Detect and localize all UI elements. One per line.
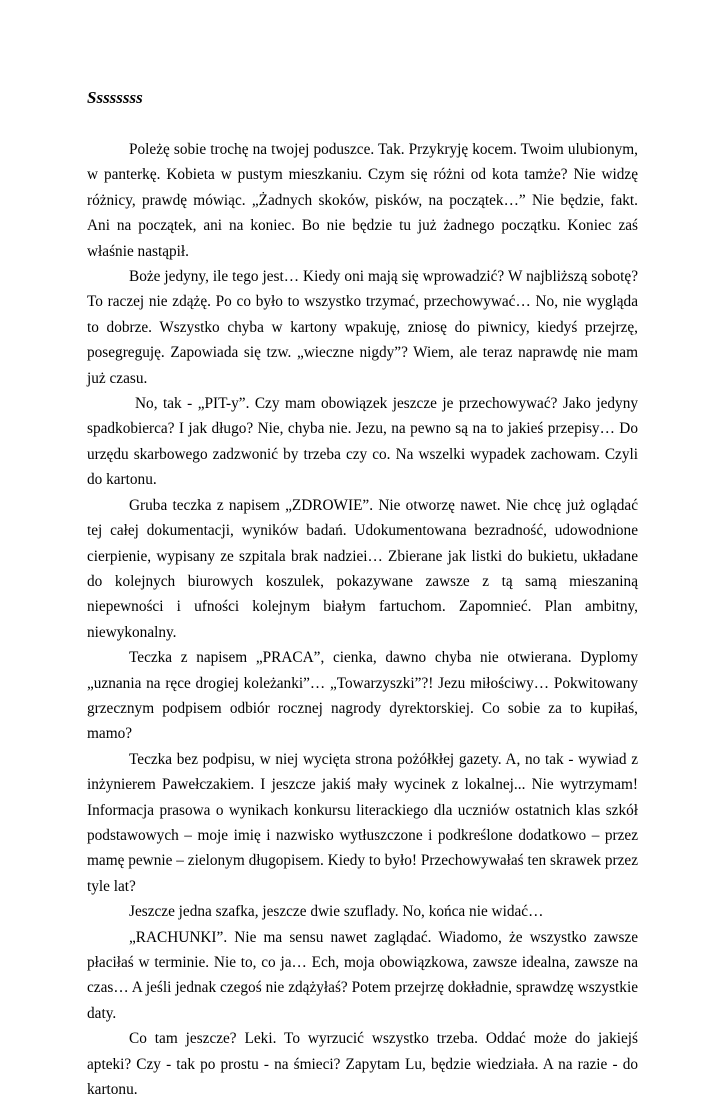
paragraph: Co tam jeszcze? Leki. To wyrzucić wszystko trzeba. Oddać może do jakiejś apteki? Czy - tak po prostu - na śmieci? Zapytam Lu, będzie wiedziała. A na razie - do kartonu. bbox=[87, 1030, 638, 1099]
paragraph: Poleżę sobie trochę na twojej poduszce. Tak. Przykryję kocem. Twoim ulubionym, w panterkę. Kobieta w pustym mieszkaniu. Czym się różni od kota tamże? Nie widzę różnicy, prawdę mówiąc. „Żadnych skoków, pisków, na początek…” Nie będzie, fakt. Ani na początek, ani na koniec. Bo nie będzie tu już żadnego początku. Koniec zaś właśnie nastąpił. bbox=[87, 141, 638, 260]
document-body bbox=[87, 137, 638, 1102]
paragraph: Jeszcze jedna szafka, jeszcze dwie szuflady. No, końca nie widać… bbox=[129, 903, 544, 921]
paragraph: „RACHUNKI”. Nie ma sensu nawet zaglądać. Wiadomo, że wszystko zawsze płaciłaś w terminie. Nie to, co ja… Ech, moja obowiązkowa, zawsze idealna, zawsze na czas… A jeśli jednak czegoś nie zdążyłaś? Potem przejrzę dokładnie, sprawdzę wszystkie daty. bbox=[87, 928, 638, 1022]
paragraph: Teczka bez podpisu, w niej wycięta strona pożółkłej gazety. A, no tak - wywiad z inżynierem Pawełczakiem. I jeszcze jakiś mały wycinek z lokalnej... Nie wytrzymam! Informacja prasowa o wynikach konkursu literackiego dla uczniów ostatnich klas szkół podstawowych – moje imię i nazwisko wytłuszczone i podkreślone dodatkowo – przez mamę pewnie – zielonym długopisem. Kiedy to było! Przechowywałaś ten skrawek przez tyle lat? bbox=[87, 750, 638, 895]
paragraph: Teczka z napisem „PRACA”, cienka, dawno chyba nie otwierana. Dyplomy „uznania na ręce drogiej koleżanki”… „Towarzyszki”?! Jezu miłościwy… Pokwitowany grzecznym podpisem odbiór rocznej nagrody dyrektorskiej. Co sobie za to kupiłaś, mamo? bbox=[87, 649, 638, 743]
paragraph: Gruba teczka z napisem „ZDROWIE”. Nie otworzę nawet. Nie chcę już oglądać tej całej dokumentacji, wyników badań. Udokumentowana bezradność, udowodnione cierpienie, wypisany ze szpitala brak nadziei… Zbierane jak listki do bukietu, układane do kolejnych biurowych koszulek, pokazywane zawsze z tą samą mieszaniną niepewności i ufności kolejnym białym fartuchom. Zapomnieć. Plan ambitny, niewykonalny. bbox=[87, 496, 638, 641]
document-title: Ssssssss bbox=[87, 88, 143, 107]
paragraph: Boże jedyny, ile tego jest… Kiedy oni mają się wprowadzić? W najbliższą sobotę? To raczej nie zdążę. Po co było to wszystko trzymać, przechowywać… No, nie wygląda to dobrze. Wszystko chyba w kartony wpakuję, zniosę do piwnicy, kiedyś przejrzę, posegreguję. Zapowiada się tzw. „wieczne nigdy”? Wiem, ale teraz naprawdę nie mam już czasu. bbox=[87, 268, 638, 387]
paragraph: No, tak - „PIT-y”. Czy mam obowiązek jeszcze je przechowywać? Jako jedyny spadkobierca? I jak długo? Nie, chyba nie. Jezu, na pewno są na to jakieś przepisy… Do urzędu skarbowego zadzwonić by trzeba czy co. Na wszelki wypadek zachowam. Czyli do kartonu. bbox=[87, 395, 638, 489]
